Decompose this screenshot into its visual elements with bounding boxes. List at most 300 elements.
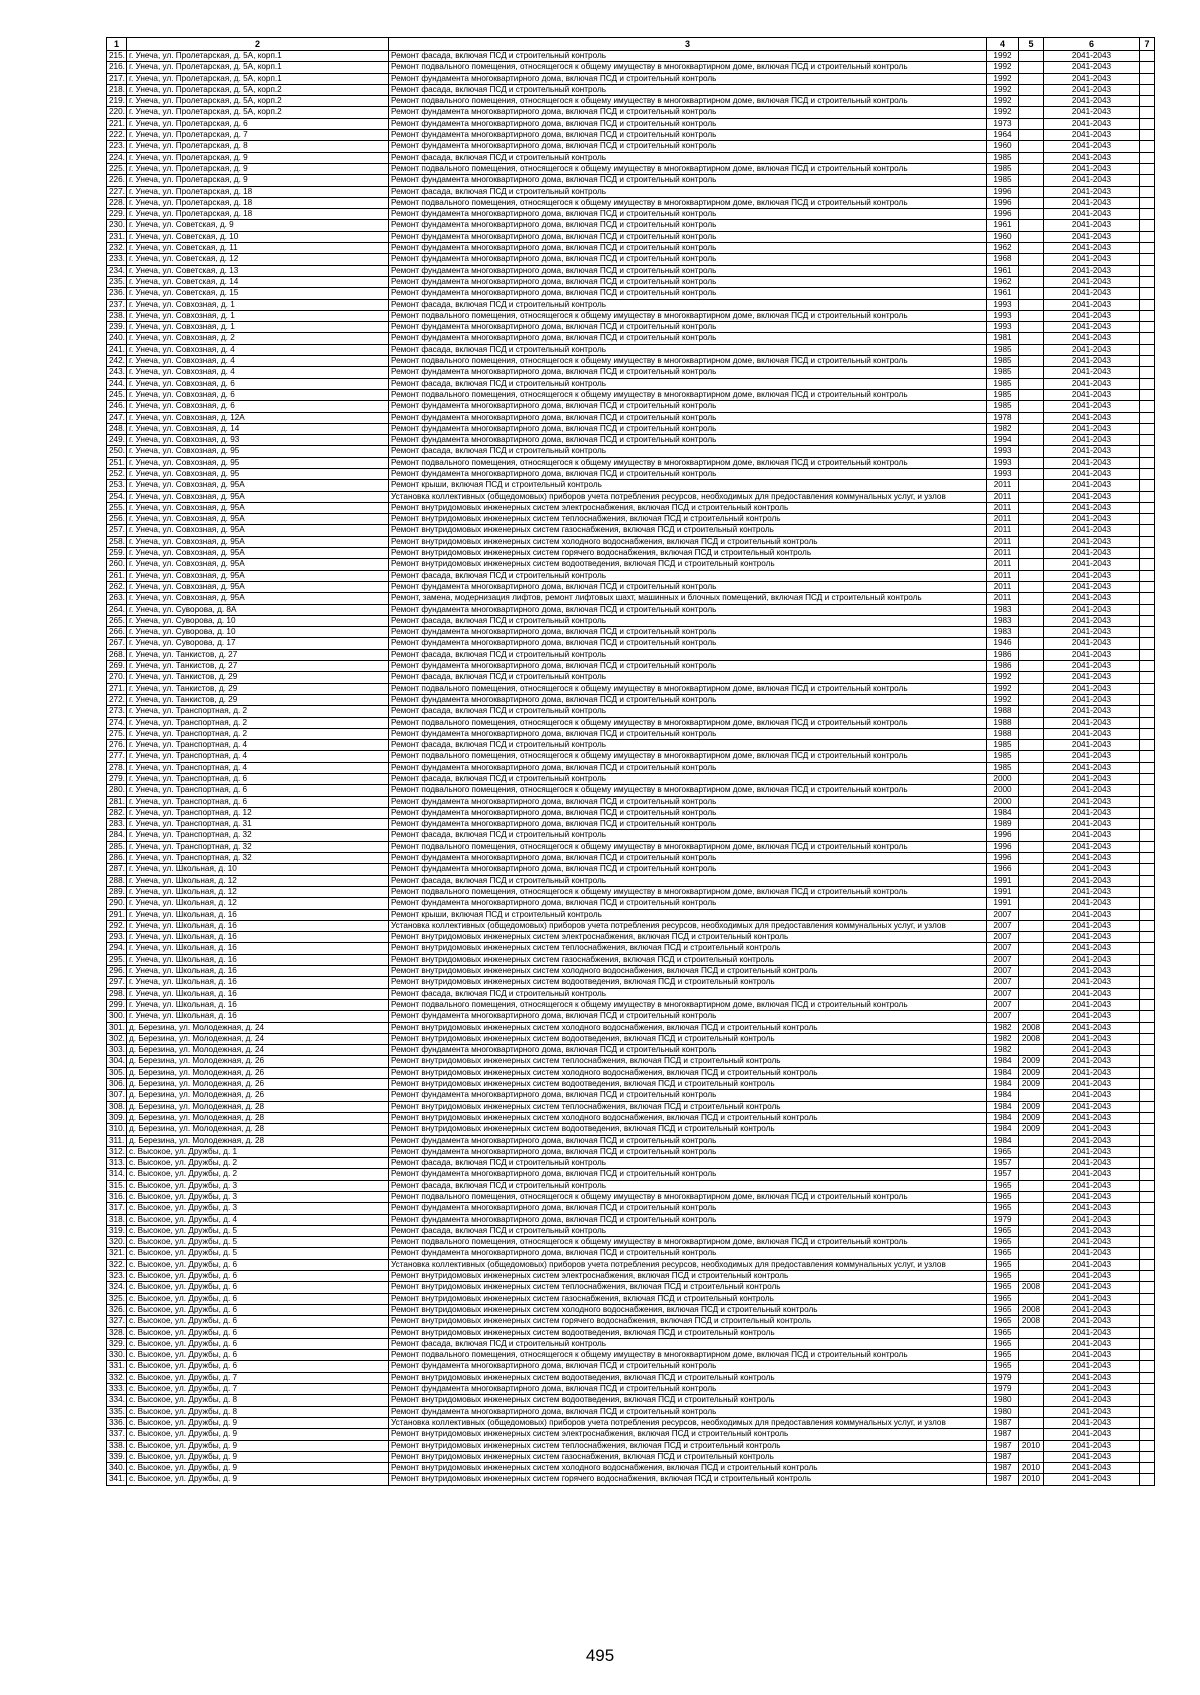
planned-period-cell: 2041-2043 <box>1044 988 1140 999</box>
planned-period-cell: 2041-2043 <box>1044 514 1140 525</box>
empty-cell <box>1140 1248 1155 1259</box>
row-number: 309. <box>107 1112 127 1123</box>
empty-cell <box>1140 796 1155 807</box>
row-number: 258. <box>107 536 127 547</box>
build-year-cell: 1985 <box>987 163 1019 174</box>
table-row <box>107 694 1155 705</box>
last-repair-year-cell <box>1019 706 1044 717</box>
work-type-cell: Ремонт фундамента многоквартирного дома, включая ПСД и строительный контроль <box>389 796 987 807</box>
build-year-cell: 2011 <box>987 570 1019 581</box>
empty-cell <box>1140 604 1155 615</box>
planned-period-cell: 2041-2043 <box>1044 141 1140 152</box>
empty-cell <box>1140 107 1155 118</box>
planned-period-cell: 2041-2043 <box>1044 344 1140 355</box>
table-row <box>107 615 1155 626</box>
table-row <box>107 1282 1155 1293</box>
address-cell: г. Унеча, ул. Школьная, д. 12 <box>127 898 389 909</box>
empty-cell <box>1140 389 1155 400</box>
last-repair-year-cell: 2009 <box>1019 1124 1044 1135</box>
work-type-cell: Ремонт фундамента многоквартирного дома, включая ПСД и строительный контроль <box>389 728 987 739</box>
build-year-cell: 1991 <box>987 875 1019 886</box>
empty-cell <box>1140 1406 1155 1417</box>
last-repair-year-cell <box>1019 841 1044 852</box>
table-row <box>107 1158 1155 1169</box>
empty-cell <box>1140 333 1155 344</box>
build-year-cell: 1984 <box>987 1101 1019 1112</box>
build-year-cell: 1957 <box>987 1158 1019 1169</box>
column-header: 2 <box>127 38 389 51</box>
last-repair-year-cell <box>1019 457 1044 468</box>
row-number: 241. <box>107 344 127 355</box>
address-cell: г. Унеча, ул. Пролетарская, д. 18 <box>127 186 389 197</box>
row-number: 243. <box>107 367 127 378</box>
build-year-cell: 1965 <box>987 1361 1019 1372</box>
table-row <box>107 367 1155 378</box>
build-year-cell: 1985 <box>987 740 1019 751</box>
table-row <box>107 604 1155 615</box>
work-type-cell: Ремонт фундамента многоквартирного дома, включая ПСД и строительный контроль <box>389 694 987 705</box>
work-type-cell: Установка коллективных (общедомовых) приборов учета потребления ресурсов, необходимых для предоставления коммунальных услуг, и узлов <box>389 491 987 502</box>
last-repair-year-cell <box>1019 209 1044 220</box>
table-row <box>107 96 1155 107</box>
address-cell: д. Березина, ул. Молодежная, д. 24 <box>127 1022 389 1033</box>
address-cell: г. Унеча, ул. Транспортная, д. 12 <box>127 807 389 818</box>
build-year-cell: 1982 <box>987 423 1019 434</box>
work-type-cell: Ремонт крыши, включая ПСД и строительный контроль <box>389 909 987 920</box>
planned-period-cell: 2041-2043 <box>1044 807 1140 818</box>
build-year-cell: 2000 <box>987 785 1019 796</box>
column-header: 6 <box>1044 38 1140 51</box>
row-number: 282. <box>107 807 127 818</box>
empty-cell <box>1140 73 1155 84</box>
build-year-cell: 2007 <box>987 909 1019 920</box>
work-type-cell: Ремонт фундамента многоквартирного дома, включая ПСД и строительный контроль <box>389 322 987 333</box>
table-row <box>107 1259 1155 1270</box>
empty-cell <box>1140 841 1155 852</box>
planned-period-cell: 2041-2043 <box>1044 683 1140 694</box>
empty-cell <box>1140 51 1155 62</box>
empty-cell <box>1140 1135 1155 1146</box>
empty-cell <box>1140 209 1155 220</box>
empty-cell <box>1140 649 1155 660</box>
empty-cell <box>1140 1112 1155 1123</box>
planned-period-cell: 2041-2043 <box>1044 491 1140 502</box>
planned-period-cell: 2041-2043 <box>1044 1338 1140 1349</box>
last-repair-year-cell <box>1019 130 1044 141</box>
build-year-cell: 1993 <box>987 322 1019 333</box>
build-year-cell: 1983 <box>987 615 1019 626</box>
table-row <box>107 819 1155 830</box>
address-cell: с. Высокое, ул. Дружбы, д. 7 <box>127 1372 389 1383</box>
last-repair-year-cell <box>1019 977 1044 988</box>
empty-cell <box>1140 1282 1155 1293</box>
work-type-cell: Ремонт внутридомовых инженерных систем холодного водоснабжения, включая ПСД и строительный контроль <box>389 536 987 547</box>
last-repair-year-cell: 2009 <box>1019 1079 1044 1090</box>
build-year-cell: 1966 <box>987 864 1019 875</box>
planned-period-cell: 2041-2043 <box>1044 525 1140 536</box>
row-number: 287. <box>107 864 127 875</box>
column-header: 3 <box>389 38 987 51</box>
table-row <box>107 1112 1155 1123</box>
planned-period-cell: 2041-2043 <box>1044 163 1140 174</box>
address-cell: г. Унеча, ул. Школьная, д. 16 <box>127 920 389 931</box>
planned-period-cell: 2041-2043 <box>1044 1011 1140 1022</box>
empty-cell <box>1140 299 1155 310</box>
work-type-cell: Ремонт внутридомовых инженерных систем электроснабжения, включая ПСД и строительный контроль <box>389 1429 987 1440</box>
empty-cell <box>1140 1304 1155 1315</box>
planned-period-cell: 2041-2043 <box>1044 62 1140 73</box>
work-type-cell: Установка коллективных (общедомовых) приборов учета потребления ресурсов, необходимых для предоставления коммунальных услуг, и узлов <box>389 920 987 931</box>
planned-period-cell: 2041-2043 <box>1044 1406 1140 1417</box>
last-repair-year-cell <box>1019 1395 1044 1406</box>
table-row <box>107 1451 1155 1462</box>
table-row <box>107 243 1155 254</box>
planned-period-cell: 2041-2043 <box>1044 570 1140 581</box>
address-cell: г. Унеча, ул. Школьная, д. 16 <box>127 988 389 999</box>
row-number: 227. <box>107 186 127 197</box>
work-type-cell: Ремонт фундамента многоквартирного дома, включая ПСД и строительный контроль <box>389 1146 987 1157</box>
address-cell: с. Высокое, ул. Дружбы, д. 6 <box>127 1282 389 1293</box>
build-year-cell: 1979 <box>987 1372 1019 1383</box>
work-type-cell: Ремонт фасада, включая ПСД и строительный контроль <box>389 1225 987 1236</box>
table-row <box>107 638 1155 649</box>
empty-cell <box>1140 661 1155 672</box>
table-row <box>107 1417 1155 1428</box>
row-number: 326. <box>107 1304 127 1315</box>
build-year-cell: 1996 <box>987 853 1019 864</box>
planned-period-cell: 2041-2043 <box>1044 1474 1140 1485</box>
planned-period-cell: 2041-2043 <box>1044 548 1140 559</box>
table-row <box>107 593 1155 604</box>
row-number: 286. <box>107 853 127 864</box>
last-repair-year-cell <box>1019 898 1044 909</box>
last-repair-year-cell <box>1019 943 1044 954</box>
empty-cell <box>1140 728 1155 739</box>
row-number: 228. <box>107 197 127 208</box>
work-type-cell: Ремонт фасада, включая ПСД и строительный контроль <box>389 615 987 626</box>
address-cell: г. Унеча, ул. Транспортная, д. 2 <box>127 706 389 717</box>
address-cell: с. Высокое, ул. Дружбы, д. 5 <box>127 1248 389 1259</box>
table-row <box>107 728 1155 739</box>
table-row <box>107 1384 1155 1395</box>
last-repair-year-cell <box>1019 73 1044 84</box>
address-cell: г. Унеча, ул. Транспортная, д. 32 <box>127 841 389 852</box>
row-number: 260. <box>107 559 127 570</box>
planned-period-cell: 2041-2043 <box>1044 1384 1140 1395</box>
empty-cell <box>1140 1237 1155 1248</box>
build-year-cell: 1985 <box>987 152 1019 163</box>
table-body <box>107 51 1155 1486</box>
build-year-cell: 1987 <box>987 1474 1019 1485</box>
last-repair-year-cell <box>1019 1180 1044 1191</box>
last-repair-year-cell <box>1019 299 1044 310</box>
work-type-cell: Ремонт подвального помещения, относящегося к общему имуществу в многоквартирном доме, включая ПСД и строительный контроль <box>389 62 987 73</box>
table-row <box>107 1327 1155 1338</box>
work-type-cell: Ремонт фундамента многоквартирного дома, включая ПСД и строительный контроль <box>389 898 987 909</box>
build-year-cell: 1961 <box>987 288 1019 299</box>
last-repair-year-cell <box>1019 51 1044 62</box>
row-number: 298. <box>107 988 127 999</box>
address-cell: с. Высокое, ул. Дружбы, д. 9 <box>127 1429 389 1440</box>
build-year-cell: 1994 <box>987 435 1019 446</box>
row-number: 264. <box>107 604 127 615</box>
last-repair-year-cell <box>1019 1203 1044 1214</box>
row-number: 322. <box>107 1259 127 1270</box>
empty-cell <box>1140 322 1155 333</box>
planned-period-cell: 2041-2043 <box>1044 1361 1140 1372</box>
build-year-cell: 1985 <box>987 367 1019 378</box>
table-row <box>107 717 1155 728</box>
planned-period-cell: 2041-2043 <box>1044 999 1140 1010</box>
work-type-cell: Ремонт фундамента многоквартирного дома, включая ПСД и строительный контроль <box>389 254 987 265</box>
address-cell: с. Высокое, ул. Дружбы, д. 3 <box>127 1180 389 1191</box>
last-repair-year-cell <box>1019 740 1044 751</box>
address-cell: с. Высокое, ул. Дружбы, д. 4 <box>127 1214 389 1225</box>
last-repair-year-cell <box>1019 107 1044 118</box>
table-row <box>107 1056 1155 1067</box>
row-number: 268. <box>107 649 127 660</box>
address-cell: г. Унеча, ул. Совхозная, д. 6 <box>127 389 389 400</box>
build-year-cell: 1985 <box>987 762 1019 773</box>
row-number: 293. <box>107 932 127 943</box>
planned-period-cell: 2041-2043 <box>1044 243 1140 254</box>
planned-period-cell: 2041-2043 <box>1044 310 1140 321</box>
row-number: 235. <box>107 276 127 287</box>
row-number: 261. <box>107 570 127 581</box>
work-type-cell: Ремонт подвального помещения, относящегося к общему имуществу в многоквартирном доме, включая ПСД и строительный контроль <box>389 356 987 367</box>
empty-cell <box>1140 186 1155 197</box>
address-cell: г. Унеча, ул. Совхозная, д. 95 <box>127 446 389 457</box>
last-repair-year-cell <box>1019 570 1044 581</box>
work-type-cell: Ремонт фундамента многоквартирного дома, включая ПСД и строительный контроль <box>389 288 987 299</box>
address-cell: г. Унеча, ул. Транспортная, д. 4 <box>127 751 389 762</box>
last-repair-year-cell <box>1019 966 1044 977</box>
last-repair-year-cell <box>1019 186 1044 197</box>
build-year-cell: 1992 <box>987 51 1019 62</box>
address-cell: с. Высокое, ул. Дружбы, д. 6 <box>127 1271 389 1282</box>
table-row <box>107 1248 1155 1259</box>
build-year-cell: 2011 <box>987 514 1019 525</box>
last-repair-year-cell <box>1019 932 1044 943</box>
work-type-cell: Ремонт внутридомовых инженерных систем холодного водоснабжения, включая ПСД и строительный контроль <box>389 1112 987 1123</box>
work-type-cell: Ремонт внутридомовых инженерных систем электроснабжения, включая ПСД и строительный контроль <box>389 932 987 943</box>
build-year-cell: 2007 <box>987 932 1019 943</box>
table-row <box>107 1463 1155 1474</box>
row-number: 319. <box>107 1225 127 1236</box>
work-type-cell: Ремонт подвального помещения, относящегося к общему имуществу в многоквартирном доме, включая ПСД и строительный контроль <box>389 96 987 107</box>
table-row <box>107 435 1155 446</box>
last-repair-year-cell: 2009 <box>1019 1112 1044 1123</box>
last-repair-year-cell <box>1019 502 1044 513</box>
planned-period-cell: 2041-2043 <box>1044 1214 1140 1225</box>
planned-period-cell: 2041-2043 <box>1044 1079 1140 1090</box>
empty-cell <box>1140 615 1155 626</box>
empty-cell <box>1140 830 1155 841</box>
address-cell: г. Унеча, ул. Советская, д. 10 <box>127 231 389 242</box>
address-cell: г. Унеча, ул. Совхозная, д. 95А <box>127 559 389 570</box>
empty-cell <box>1140 1191 1155 1202</box>
address-cell: г. Унеча, ул. Суворова, д. 17 <box>127 638 389 649</box>
work-type-cell: Ремонт фундамента многоквартирного дома, включая ПСД и строительный контроль <box>389 1406 987 1417</box>
last-repair-year-cell <box>1019 1135 1044 1146</box>
empty-cell <box>1140 999 1155 1010</box>
planned-period-cell: 2041-2043 <box>1044 1045 1140 1056</box>
row-number: 230. <box>107 220 127 231</box>
last-repair-year-cell <box>1019 1361 1044 1372</box>
address-cell: г. Унеча, ул. Пролетарская, д. 18 <box>127 209 389 220</box>
build-year-cell: 1985 <box>987 401 1019 412</box>
last-repair-year-cell <box>1019 774 1044 785</box>
empty-cell <box>1140 1101 1155 1112</box>
table-row <box>107 1304 1155 1315</box>
address-cell: г. Унеча, ул. Транспортная, д. 4 <box>127 740 389 751</box>
build-year-cell: 1965 <box>987 1350 1019 1361</box>
planned-period-cell: 2041-2043 <box>1044 299 1140 310</box>
address-cell: г. Унеча, ул. Танкистов, д. 27 <box>127 661 389 672</box>
address-cell: г. Унеча, ул. Пролетарская, д. 5А, корп.1 <box>127 73 389 84</box>
address-cell: с. Высокое, ул. Дружбы, д. 6 <box>127 1259 389 1270</box>
last-repair-year-cell <box>1019 819 1044 830</box>
empty-cell <box>1140 152 1155 163</box>
empty-cell <box>1140 1033 1155 1044</box>
empty-cell <box>1140 1361 1155 1372</box>
empty-cell <box>1140 480 1155 491</box>
table-row <box>107 84 1155 95</box>
row-number: 325. <box>107 1293 127 1304</box>
empty-cell <box>1140 536 1155 547</box>
empty-cell <box>1140 932 1155 943</box>
table-row <box>107 1372 1155 1383</box>
planned-period-cell: 2041-2043 <box>1044 231 1140 242</box>
work-type-cell: Ремонт фасада, включая ПСД и строительный контроль <box>389 1338 987 1349</box>
build-year-cell: 1996 <box>987 186 1019 197</box>
row-number: 336. <box>107 1417 127 1428</box>
empty-cell <box>1140 1214 1155 1225</box>
build-year-cell: 1964 <box>987 130 1019 141</box>
last-repair-year-cell <box>1019 1406 1044 1417</box>
planned-period-cell: 2041-2043 <box>1044 51 1140 62</box>
row-number: 338. <box>107 1440 127 1451</box>
planned-period-cell: 2041-2043 <box>1044 1033 1140 1044</box>
address-cell: г. Унеча, ул. Пролетарская, д. 5А, корп.1 <box>127 51 389 62</box>
row-number: 265. <box>107 615 127 626</box>
address-cell: г. Унеча, ул. Совхозная, д. 1 <box>127 310 389 321</box>
work-type-cell: Ремонт внутридомовых инженерных систем холодного водоснабжения, включая ПСД и строительный контроль <box>389 1304 987 1315</box>
address-cell: г. Унеча, ул. Школьная, д. 16 <box>127 932 389 943</box>
planned-period-cell: 2041-2043 <box>1044 1124 1140 1135</box>
work-type-cell: Ремонт крыши, включая ПСД и строительный контроль <box>389 480 987 491</box>
empty-cell <box>1140 1463 1155 1474</box>
build-year-cell: 1996 <box>987 197 1019 208</box>
planned-period-cell: 2041-2043 <box>1044 1191 1140 1202</box>
table-row <box>107 457 1155 468</box>
empty-cell <box>1140 909 1155 920</box>
build-year-cell: 2011 <box>987 536 1019 547</box>
table-row <box>107 220 1155 231</box>
planned-period-cell: 2041-2043 <box>1044 378 1140 389</box>
row-number: 296. <box>107 966 127 977</box>
empty-cell <box>1140 593 1155 604</box>
table-row <box>107 1429 1155 1440</box>
build-year-cell: 1991 <box>987 886 1019 897</box>
row-number: 318. <box>107 1214 127 1225</box>
row-number: 222. <box>107 130 127 141</box>
build-year-cell: 1987 <box>987 1429 1019 1440</box>
planned-period-cell: 2041-2043 <box>1044 288 1140 299</box>
row-number: 284. <box>107 830 127 841</box>
empty-cell <box>1140 378 1155 389</box>
row-number: 290. <box>107 898 127 909</box>
address-cell: г. Унеча, ул. Транспортная, д. 6 <box>127 774 389 785</box>
planned-period-cell: 2041-2043 <box>1044 367 1140 378</box>
table-row <box>107 548 1155 559</box>
empty-cell <box>1140 367 1155 378</box>
build-year-cell: 1965 <box>987 1191 1019 1202</box>
row-number: 233. <box>107 254 127 265</box>
empty-cell <box>1140 84 1155 95</box>
address-cell: г. Унеча, ул. Совхозная, д. 12А <box>127 412 389 423</box>
row-number: 324. <box>107 1282 127 1293</box>
build-year-cell: 1984 <box>987 1135 1019 1146</box>
table-row <box>107 581 1155 592</box>
empty-cell <box>1140 1203 1155 1214</box>
table-row <box>107 1406 1155 1417</box>
work-type-cell: Установка коллективных (общедомовых) приборов учета потребления ресурсов, необходимых для предоставления коммунальных услуг, и узлов <box>389 1417 987 1428</box>
last-repair-year-cell <box>1019 254 1044 265</box>
work-type-cell: Ремонт фасада, включая ПСД и строительный контроль <box>389 51 987 62</box>
last-repair-year-cell <box>1019 197 1044 208</box>
table-row <box>107 966 1155 977</box>
work-type-cell: Ремонт подвального помещения, относящегося к общему имуществу в многоквартирном доме, включая ПСД и строительный контроль <box>389 1237 987 1248</box>
planned-period-cell: 2041-2043 <box>1044 649 1140 660</box>
work-type-cell: Ремонт фундамента многоквартирного дома, включая ПСД и строительный контроль <box>389 819 987 830</box>
table-row <box>107 446 1155 457</box>
planned-period-cell: 2041-2043 <box>1044 265 1140 276</box>
address-cell: г. Унеча, ул. Пролетарская, д. 8 <box>127 141 389 152</box>
row-number: 311. <box>107 1135 127 1146</box>
work-type-cell: Ремонт подвального помещения, относящегося к общему имуществу в многоквартирном доме, включая ПСД и строительный контроль <box>389 197 987 208</box>
table-row <box>107 186 1155 197</box>
build-year-cell: 1992 <box>987 694 1019 705</box>
build-year-cell: 1979 <box>987 1384 1019 1395</box>
last-repair-year-cell <box>1019 378 1044 389</box>
last-repair-year-cell <box>1019 548 1044 559</box>
last-repair-year-cell <box>1019 1271 1044 1282</box>
last-repair-year-cell <box>1019 356 1044 367</box>
build-year-cell: 1961 <box>987 265 1019 276</box>
build-year-cell: 1965 <box>987 1271 1019 1282</box>
planned-period-cell: 2041-2043 <box>1044 73 1140 84</box>
work-type-cell: Ремонт внутридомовых инженерных систем теплоснабжения, включая ПСД и строительный контроль <box>389 1440 987 1451</box>
row-number: 317. <box>107 1203 127 1214</box>
planned-period-cell: 2041-2043 <box>1044 107 1140 118</box>
table-row <box>107 672 1155 683</box>
work-type-cell: Ремонт внутридомовых инженерных систем теплоснабжения, включая ПСД и строительный контроль <box>389 943 987 954</box>
build-year-cell: 1982 <box>987 1045 1019 1056</box>
table-row <box>107 898 1155 909</box>
table-row <box>107 1214 1155 1225</box>
planned-period-cell: 2041-2043 <box>1044 581 1140 592</box>
row-number: 327. <box>107 1316 127 1327</box>
build-year-cell: 1996 <box>987 841 1019 852</box>
last-repair-year-cell <box>1019 446 1044 457</box>
build-year-cell: 1965 <box>987 1293 1019 1304</box>
work-type-cell: Ремонт внутридомовых инженерных систем водоотведения, включая ПСД и строительный контроль <box>389 559 987 570</box>
row-number: 301. <box>107 1022 127 1033</box>
build-year-cell: 1985 <box>987 175 1019 186</box>
row-number: 316. <box>107 1191 127 1202</box>
planned-period-cell: 2041-2043 <box>1044 446 1140 457</box>
